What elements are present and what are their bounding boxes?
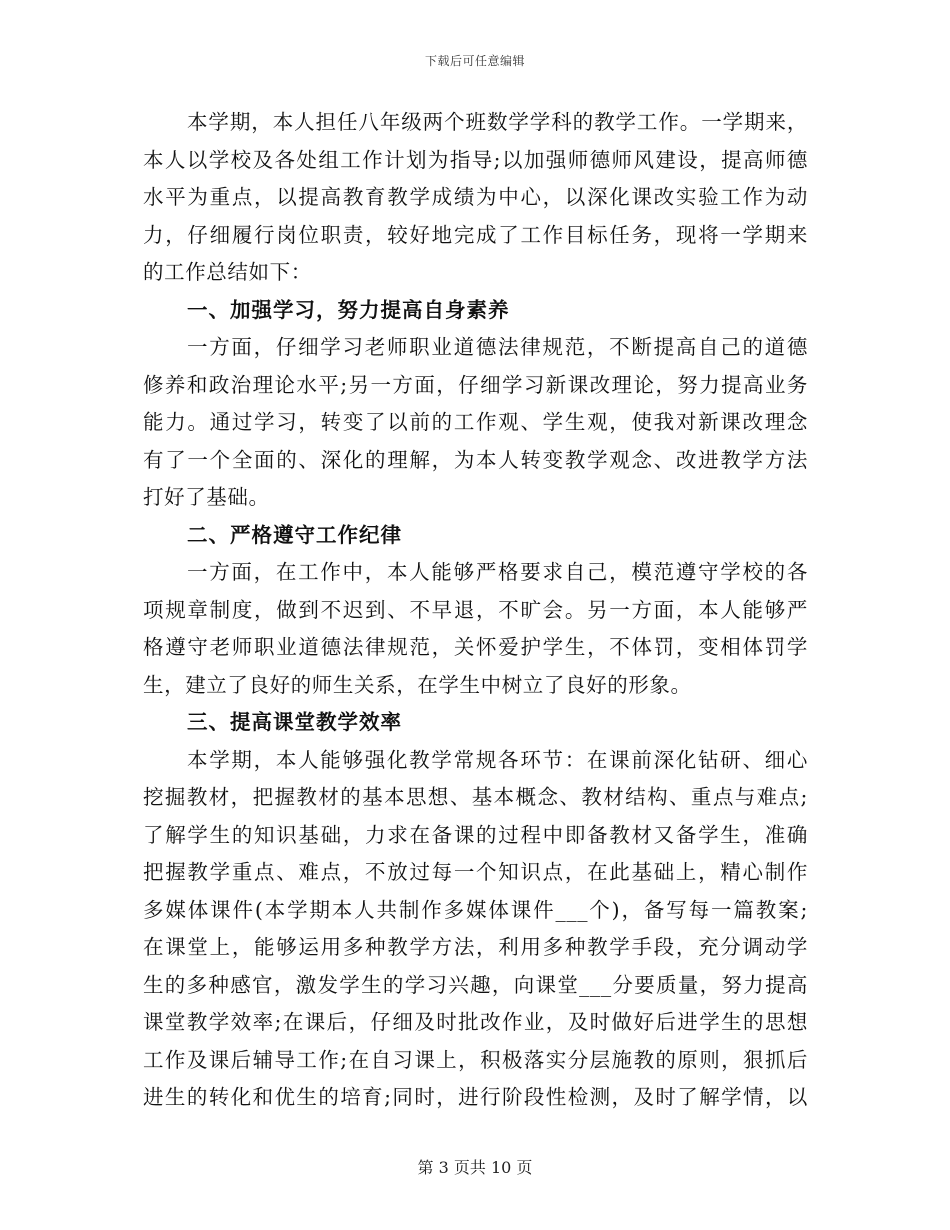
paragraph-line: 课堂教学效率;在课后，仔细及时批改作业，及时做好后进学生的思想 — [143, 1010, 808, 1034]
paragraph-line: 挖掘教材，把握教材的基本思想、基本概念、教材结构、重点与难点; — [143, 785, 808, 809]
paragraph-line: 项规章制度，做到不迟到、不早退，不旷会。另一方面，本人能够严 — [143, 597, 808, 622]
intro-line: 力，仔细履行岗位职责，较好地完成了工作目标任务，现将一学期来 — [143, 222, 808, 247]
page-header: 下载后可任意编辑 — [424, 54, 525, 68]
intro-line: 的工作总结如下： — [143, 260, 312, 284]
paragraph-line: 生，建立了良好的师生关系，在学生中树立了良好的形象。 — [143, 672, 692, 697]
paragraph-line: 多媒体课件(本学期本人共制作多媒体课件___个)，备写每一篇教案; — [143, 897, 808, 922]
paragraph-line: 格遵守老师职业道德法律规范，关怀爱护学生，不体罚，变相体罚学 — [143, 635, 808, 659]
paragraph-line: 一方面，仔细学习老师职业道德法律规范，不断提高自己的道德 — [187, 335, 808, 359]
section-heading: 一、加强学习，努力提高自身素养 — [187, 297, 510, 322]
paragraph-line: 进生的转化和优生的培育;同时，进行阶段性检测，及时了解学情，以 — [143, 1085, 808, 1109]
document-body — [143, 104, 808, 1117]
page-footer: 第 3 页共 10 页 — [417, 1158, 533, 1177]
paragraph-line: 修养和政治理论水平;另一方面，仔细学习新课改理论，努力提高业务 — [143, 372, 808, 397]
paragraph-line: 打好了基础。 — [143, 485, 270, 509]
paragraph-line: 工作及课后辅导工作;在自习课上，积极落实分层施教的原则，狠抓后 — [143, 1047, 808, 1072]
paragraph-line: 了解学生的知识基础，力求在备课的过程中即备教材又备学生，准确 — [143, 822, 808, 847]
paragraph-line: 在课堂上，能够运用多种教学方法，利用多种教学手段，充分调动学 — [143, 935, 808, 959]
section-heading: 二、严格遵守工作纪律 — [187, 522, 402, 547]
intro-line: 水平为重点，以提高教育教学成绩为中心，以深化课改实验工作为动 — [143, 185, 808, 209]
intro-line: 本人以学校及各处组工作计划为指导;以加强师德师风建设，提高师德 — [143, 147, 808, 172]
paragraph-line: 有了一个全面的、深化的理解，为本人转变教学观念、改进教学方法 — [143, 447, 808, 472]
paragraph-line: 把握教学重点、难点，不放过每一个知识点，在此基础上，精心制作 — [143, 860, 808, 884]
paragraph-line: 生的多种感官，激发学生的学习兴趣，向课堂___分要质量，努力提高 — [143, 972, 808, 997]
paragraph-line: 本学期，本人能够强化教学常规各环节：在课前深化钻研、细心 — [187, 747, 808, 772]
section-heading: 三、提高课堂教学效率 — [187, 710, 402, 734]
intro-line: 本学期，本人担任八年级两个班数学学科的教学工作。一学期来， — [187, 110, 808, 134]
paragraph-line: 一方面，在工作中，本人能够严格要求自己，模范遵守学校的各 — [187, 560, 808, 584]
paragraph-line: 能力。通过学习，转变了以前的工作观、学生观，使我对新课改理念 — [143, 410, 808, 434]
